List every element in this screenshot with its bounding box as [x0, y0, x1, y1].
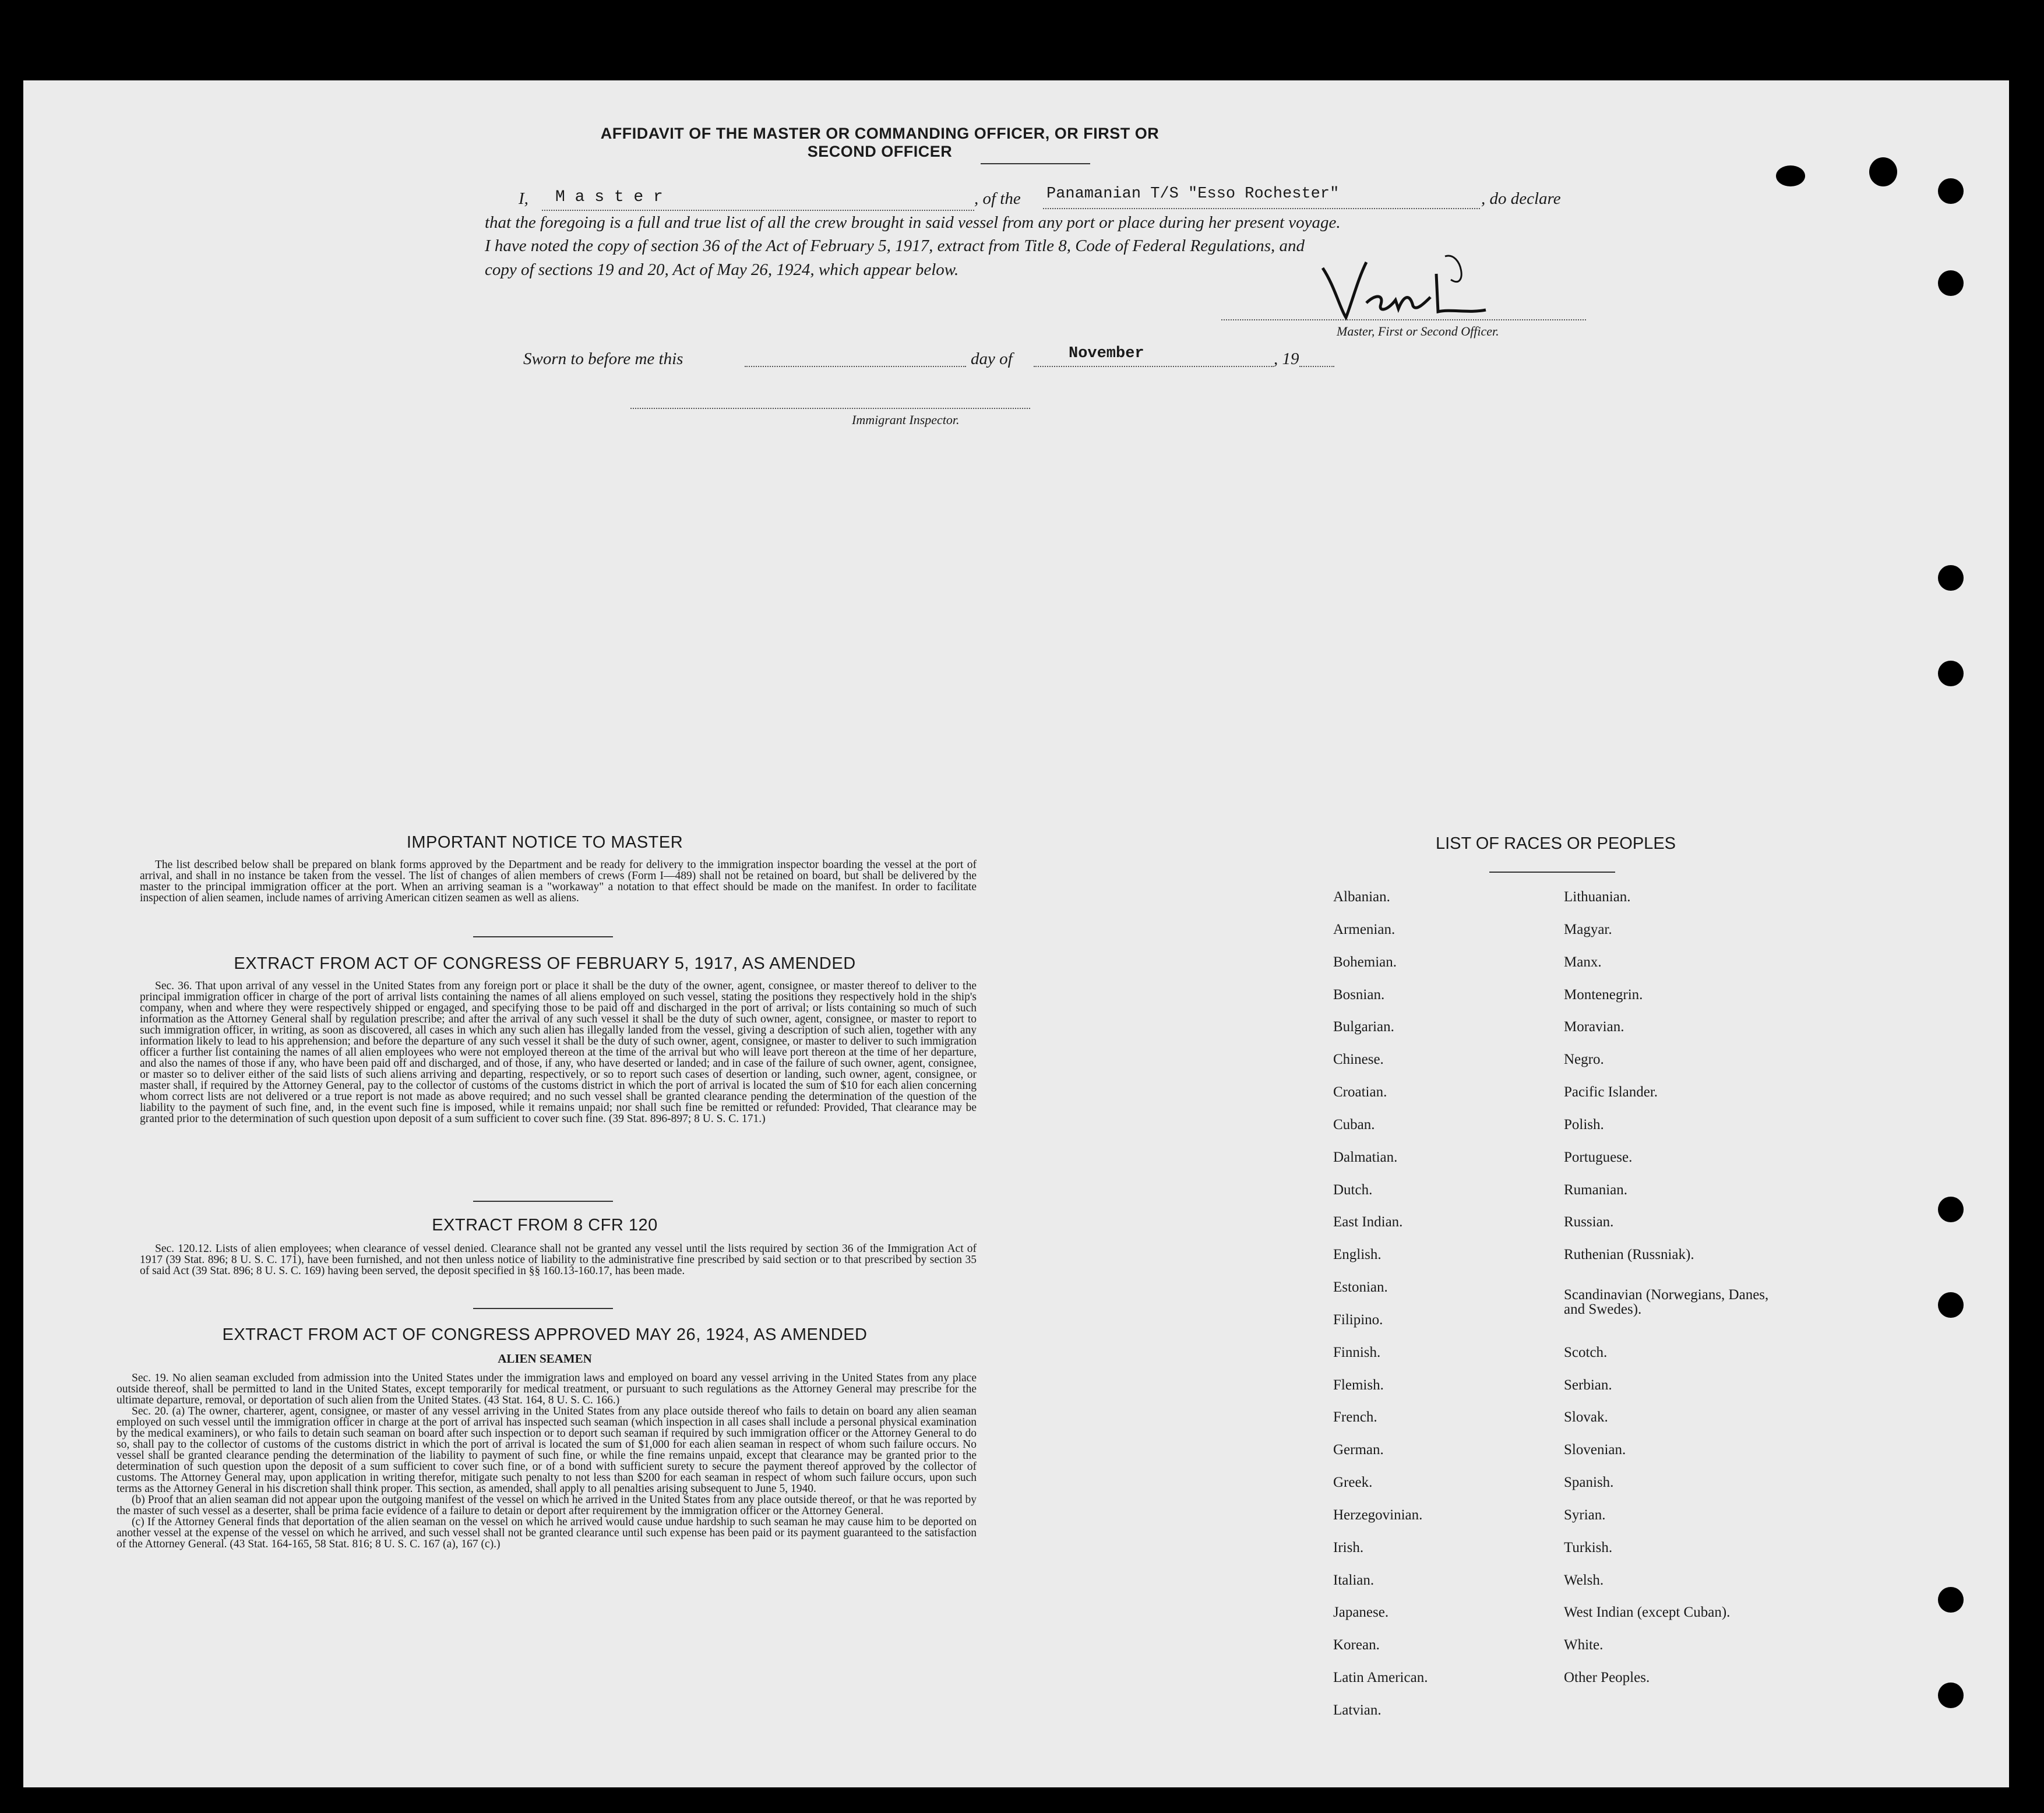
sec12012-paragraph: Sec. 120.12. Lists of alien employees; when clearance of vessel denied. Clearance shall not be granted any vessel until the lists required by section 36 of the Immigration Act of 1917 (39 Stat. 896; 8 U. S. C. 171), have been furnished, and not then unless notice of liability to the administrative fine prescribed by said section or to that prescribed by section 35 of said Act (39 Stat. 896; 8 U. S. C. 169) having been served, the deposit specified in §§ 160.13-160.17, has been made. [140, 1243, 977, 1277]
alien-seamen-subtitle: ALIEN SEAMEN [498, 1352, 592, 1366]
sworn-label: Sworn to before me this [523, 350, 683, 368]
month-line [1034, 366, 1274, 367]
race-item: Pacific Islander. [1564, 1084, 1658, 1100]
race-item: German. [1333, 1442, 1384, 1458]
year-prefix: , 19 [1274, 350, 1299, 368]
sec36-paragraph: Sec. 36. That upon arrival of any vessel in the United States from any foreign port or place it shall be the duty of the owner, agent, consignee, or master thereof to deliver to the principal immigration officer in charge of the port of arrival lists containing the names of all aliens employed on such vessel, stating the positions they respectively hold in the ship's company, when and where they were respectively shipped or engaged, and specifying those to be paid off and discharged in the port of arrival; or lists containing so much of such information as the Attorney General shall by regulation prescribe; and after the arrival of any such vessel it shall be the duty of such owner, agent, consignee, or master to report to such immigration officer, in writing, as soon as discovered, all cases in which any such alien has illegally landed from the vessel, giving a description of such alien, together with any information likely to lead to his apprehension; and before the departure of any such vessel it shall be the duty of such owner, agent, consignee, or master to deliver to such immigration officer a further list containing the names of all alien employees who were not employed thereon at the time of the arrival but who will leave port thereon at the time of her departure, and also the names of those if any, who have been paid off and discharged, and of those, if any, who have deserted or landed; and in case of the failure of such owner, agent, consignee, or master so to deliver either of the said lists of such aliens arriving and departing, respectively, or so to report such cases of desertion or landing, such owner, agent, consignee, or master shall, if required by the Attorney General, pay to the collector of customs of the customs district in which the port of arrival is located the sum of $10 for each alien concerning whom correct lists are not delivered or a true report is not made as above required; and no such vessel shall be granted clearance pending the determination of the question of the liability to the payment of such fine, and, in the event such fine is imposed, while it remains unpaid; nor shall such fine be remitted or refunded: Provided, That clearance may be granted prior to the determination of such question upon deposit of a sum sufficient to cover such fine. (39 Stat. 896-897; 8 U. S. C. 171.) [140, 980, 977, 1125]
race-item: Finnish. [1333, 1345, 1381, 1360]
punch-hole [1776, 165, 1805, 186]
race-item: West Indian (except Cuban). [1564, 1604, 1731, 1620]
officer-signature [1311, 239, 1527, 326]
master-name-line [542, 210, 974, 211]
race-item: Flemish. [1333, 1377, 1384, 1393]
title-underline [981, 163, 1090, 164]
race-item: Slovak. [1564, 1409, 1608, 1425]
race-item: Welsh. [1564, 1572, 1604, 1588]
races-title: LIST OF RACES OR PEOPLES [1435, 834, 1676, 853]
punch-hole [1938, 661, 1964, 686]
punch-hole [1938, 1197, 1964, 1222]
race-item: Latvian. [1333, 1702, 1382, 1718]
affidavit-line-3: I have noted the copy of section 36 of the Act of February 5, 1917, extract from Title 8, Code of Federal Regulations, and [485, 237, 1305, 255]
punch-hole [1938, 1292, 1964, 1318]
vessel-name-field: Panamanian T/S "Esso Rochester" [1046, 185, 1340, 203]
master-name-field: M a s t e r [555, 188, 663, 206]
race-item: Irish. [1333, 1540, 1364, 1555]
race-item: Greek. [1333, 1475, 1373, 1490]
race-item: Cuban. [1333, 1117, 1375, 1133]
race-item: Filipino. [1333, 1312, 1383, 1328]
race-item: Slovenian. [1564, 1442, 1626, 1458]
section-divider [473, 936, 613, 937]
year-line [1299, 366, 1334, 367]
signature-line [1221, 319, 1586, 320]
race-item: Spanish. [1564, 1475, 1614, 1490]
race-item: Lithuanian. [1564, 889, 1631, 905]
punch-hole [1938, 1683, 1964, 1708]
race-item: Bohemian. [1333, 954, 1397, 970]
day-of-label: day of [971, 350, 1013, 368]
month-field: November [1069, 345, 1144, 362]
race-item: Rumanian. [1564, 1182, 1628, 1198]
of-the-label: , of the [974, 189, 1021, 208]
race-item: Estonian. [1333, 1279, 1388, 1295]
affidavit-i-label: I, [519, 189, 528, 208]
race-item: Manx. [1564, 954, 1602, 970]
race-item: Magyar. [1564, 922, 1612, 937]
punch-hole [1938, 1587, 1964, 1613]
race-item: Serbian. [1564, 1377, 1612, 1393]
race-item: English. [1333, 1247, 1382, 1262]
race-item: Negro. [1564, 1052, 1604, 1067]
punch-hole [1938, 565, 1964, 591]
race-item: Armenian. [1333, 922, 1395, 937]
race-item: Turkish. [1564, 1540, 1613, 1555]
affidavit-line-2: that the foregoing is a full and true list of all the crew brought in said vessel from any port or place during her present voyage. [485, 213, 1341, 232]
extract-cfr-title: EXTRACT FROM 8 CFR 120 [432, 1216, 658, 1234]
race-item: Russian. [1564, 1214, 1614, 1230]
race-item: Japanese. [1333, 1604, 1389, 1620]
race-item: Albanian. [1333, 889, 1390, 905]
notice-title: IMPORTANT NOTICE TO MASTER [406, 833, 683, 852]
signature-caption: Master, First or Second Officer. [1337, 324, 1499, 338]
affidavit-line-4: copy of sections 19 and 20, Act of May 26, 1924, which appear below. [485, 260, 959, 279]
race-item: Portuguese. [1564, 1149, 1633, 1165]
race-item: Korean. [1333, 1637, 1380, 1653]
race-item: Chinese. [1333, 1052, 1384, 1067]
race-item: Dutch. [1333, 1182, 1373, 1198]
race-item: French. [1333, 1409, 1377, 1425]
race-item: Scotch. [1564, 1345, 1608, 1360]
race-item: Bosnian. [1333, 987, 1385, 1003]
race-item: Moravian. [1564, 1019, 1624, 1035]
sworn-day-line [745, 366, 966, 367]
sec20c-paragraph: (c) If the Attorney General finds that deportation of the alien seaman on the vessel on which he arrived would cause undue hardship to such seaman he may cause him to be deported on another vessel at the expense of the vessel on which he arrived, and such vessel shall not be granted clearance until such expense has been paid or its payment guaranteed to the satisfaction of the Attorney General. (43 Stat. 164-165, 58 Stat. 816; 8 U. S. C. 167 (a), 167 (c).) [117, 1516, 977, 1550]
do-declare-label: , do declare [1481, 189, 1561, 208]
punch-hole [1869, 157, 1897, 186]
extract-1917-text [140, 980, 977, 1124]
extract-1924-text [117, 1373, 977, 1550]
race-item: Latin American. [1333, 1670, 1428, 1685]
race-item: Italian. [1333, 1572, 1375, 1588]
affidavit-title: AFFIDAVIT OF THE MASTER OR COMMANDING OFFICER, OR FIRST OR SECOND OFFICER [600, 125, 1160, 160]
sec20a-paragraph: Sec. 20. (a) The owner, charterer, agent, consignee, or master of any vessel arriving in the United States from any place outside thereof who fails to detain on board any alien seaman employed on such vessel until the immigration officer in charge at the port of arrival has inspected such seaman (which inspection in all cases shall include a personal physical examination by the medical examiners), or who fails to detain such seaman on board after such inspection or to deport such seaman if required by such immigration officer or the Attorney General to do so, shall pay to the collector of customs of the customs district in which the port of arrival is located the sum of $1,000 for each alien seaman in respect of whom such failure occurs. No vessel shall be granted clearance pending the determination of the liability to payment of such fine, or while the fine remains unpaid, except that clearance may be granted prior to the determination of such question upon the deposit of a sum sufficient to cover such fine, or of a bond with sufficient surety to secure the payment thereof approved by the collector of customs. The Attorney General may, upon application in writing therefor, mitigate such penalty to not less than $200 for each seaman in respect of whom such failure occurs, upon such terms as the Attorney General in his discretion shall think proper. This section, as amended, shall apply to all penalties arising subsequent to June 5, 1940. [117, 1405, 977, 1495]
race-item: Croatian. [1333, 1084, 1387, 1100]
extract-cfr-text [140, 1243, 977, 1276]
race-item: Syrian. [1564, 1507, 1606, 1523]
sec19-paragraph: Sec. 19. No alien seaman excluded from admission into the United States under the immigration laws and employed on board any vessel arriving in the United States from any place outside thereof, shall be permitted to land in the United States, except temporarily for medical treatment, or pursuant to such regulations as the Attorney General may prescribe for the ultimate departure, removal, or deportation of such alien from the United States. (43 Stat. 164, 8 U. S. C. 166.) [117, 1372, 977, 1406]
sec20b-paragraph: (b) Proof that an alien seaman did not appear upon the outgoing manifest of the vessel on which he arrived in the United States from any place outside thereof, or that he was reported by the master of such vessel as a deserter, shall be prima facie evidence of a failure to detain or deport after requirement by the immigration officer or the Attorney General. [117, 1494, 977, 1517]
extract-1917-title: EXTRACT FROM ACT OF CONGRESS OF FEBRUARY 5, 1917, AS AMENDED [234, 954, 856, 973]
notice-text [140, 859, 977, 904]
race-item: Montenegrin. [1564, 987, 1643, 1003]
races-underline [1489, 872, 1615, 873]
race-item: Dalmatian. [1333, 1149, 1398, 1165]
race-item: Scandinavian (Norwegians, Danes, and Swedes). [1564, 1287, 1769, 1317]
extract-1924-title: EXTRACT FROM ACT OF CONGRESS APPROVED MAY 26, 1924, AS AMENDED [222, 1325, 868, 1344]
punch-hole [1938, 178, 1964, 204]
section-divider [473, 1201, 613, 1202]
race-item: Herzegovinian. [1333, 1507, 1423, 1523]
notice-paragraph: The list described below shall be prepared on blank forms approved by the Department and be ready for delivery to the immigration inspector boarding the vessel at the port of arrival, and shall in no instance be taken from the vessel. The list of changes of alien members of crews (Form I—489) shall not be retained on board, but shall be delivered by the master to the principal immigration officer at the port. When an arriving seaman is a "workaway" a notation to that effect should be made on the manifest. In order to facilitate inspection of alien seamen, include names of arriving American citizen seamen as well as aliens. [140, 859, 977, 904]
race-item: Polish. [1564, 1117, 1604, 1133]
race-item: Bulgarian. [1333, 1019, 1394, 1035]
punch-hole [1938, 270, 1964, 296]
race-item: Ruthenian (Russniak). [1564, 1247, 1694, 1262]
vessel-name-line [1043, 208, 1480, 209]
section-divider [473, 1308, 613, 1309]
inspector-signature-line [630, 408, 1030, 409]
race-item: East Indian. [1333, 1214, 1403, 1230]
race-item: Other Peoples. [1564, 1670, 1650, 1685]
inspector-caption: Immigrant Inspector. [852, 412, 960, 427]
race-item: White. [1564, 1637, 1604, 1653]
